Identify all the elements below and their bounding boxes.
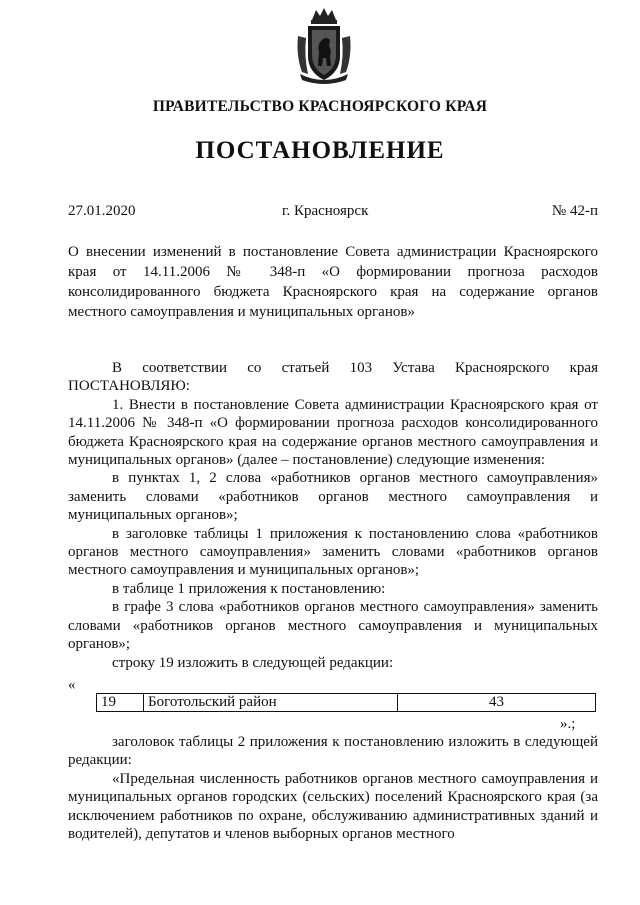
document-number: № 42-п <box>551 203 598 219</box>
row-value-cell: 43 <box>398 694 596 712</box>
paragraph-resolve: ПОСТАНОВЛЯЮ: <box>68 378 190 395</box>
quote-open-mark: « <box>68 677 76 693</box>
paragraph-change-1: в пунктах 1, 2 слова «работников органов местного самоуправления» заменить словами «работников органов местного самоуправления и муниципальных органов»; <box>68 470 598 524</box>
paragraph-change-4: в графе 3 слова «работников органов местного самоуправления» заменить словами «работников органов местного самоуправления и муниципальных органов»; <box>68 599 598 653</box>
document-body-continued <box>68 733 598 843</box>
document-city: г. Красноярск <box>282 203 369 219</box>
row-number-cell: 19 <box>97 694 144 712</box>
paragraph-change-2: в заголовке таблицы 1 приложения к постановлению слова «работников органов местного самоуправления» заменить словами «работников органов местного самоуправления и муниципальных органов»; <box>68 525 598 579</box>
paragraph-change-6: заголовок таблицы 2 приложения к постановлению изложить в следующей редакции: <box>68 734 598 769</box>
government-title: ПРАВИТЕЛЬСТВО КРАСНОЯРСКОГО КРАЯ <box>152 98 488 115</box>
replacement-row-table <box>96 693 596 712</box>
coat-of-arms-icon <box>292 6 356 84</box>
document-date: 27.01.2020 <box>68 203 136 219</box>
paragraph-change-3: в таблице 1 приложения к постановлению: <box>112 580 386 597</box>
paragraph-item-1: 1. Внести в постановление Совета администрации Красноярского края от 14.11.2006 № 348-п «О формировании прогноза расходов консолидированного бюджета Красноярского края на содержание органов местного самоуправления и муниципальных органов» (далее – постановление) следующие изменения: <box>68 396 598 469</box>
row-name-cell: Боготольский район <box>144 694 398 712</box>
paragraph-new-title: «Предельная численность работников органов местного самоуправления и муниципальных органов городских (сельских) поселений Красноярского края (за исключением работников по охране, обслуживанию административных зданий и водителей), депутатов и членов выборных органов местного <box>68 770 598 843</box>
paragraph-preamble: В соответствии со статьей 103 Устава Красноярского края <box>112 360 598 376</box>
table-row <box>97 694 596 712</box>
paragraph-change-5: строку 19 изложить в следующей редакции: <box>112 654 394 671</box>
document-type-title: ПОСТАНОВЛЕНИЕ <box>195 137 445 164</box>
document-subject: О внесении изменений в постановление Совета администрации Красноярского края от 14.11.2006 № 348-п «О формировании прогноза расходов консолидированного бюджета Красноярского края на содержание органов местного самоуправления и муниципальных органов» <box>68 244 598 320</box>
quote-close-mark: ».; <box>560 716 576 732</box>
document-body <box>68 359 598 672</box>
